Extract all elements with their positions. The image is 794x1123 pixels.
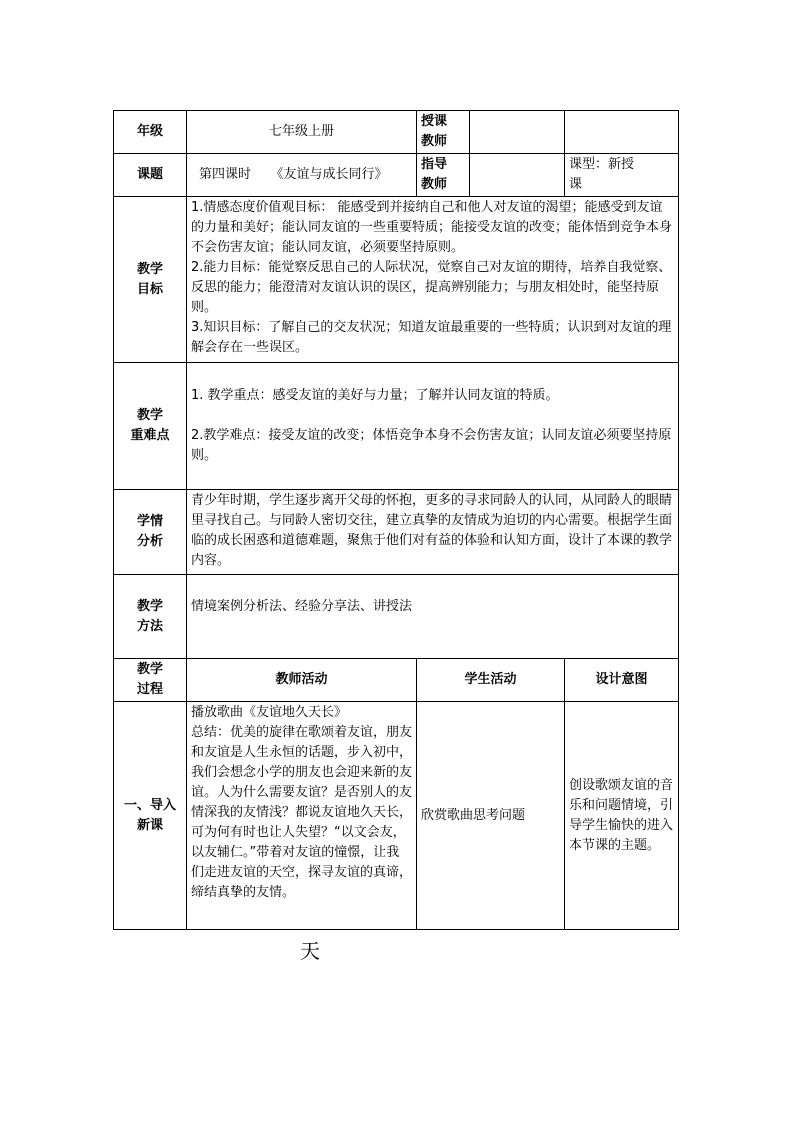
methods-label: 教学 方法 bbox=[114, 575, 187, 659]
grade-label: 年级 bbox=[114, 111, 187, 154]
guide-teacher-label: 指导 教师 bbox=[417, 154, 470, 197]
goal-emotion: 1.情感态度价值观目标： 能感受到并接纳自己和他人对友谊的渴望；能感受到友谊的力量和美好；能认同友谊的一些重要特质；能接受友谊的改变；能体悟到竞争本身不会伤害友谊；能认同友谊，必须要坚持原则。 bbox=[191, 200, 673, 255]
col-design-intent: 设计意图 bbox=[565, 659, 679, 702]
intro-student-activity: 欣赏歌曲思考问题 bbox=[417, 702, 565, 930]
grade-value: 七年级上册 bbox=[187, 111, 417, 154]
intro-label: 一、导入 新课 bbox=[114, 702, 187, 930]
goals-content bbox=[187, 197, 679, 363]
intro-song-title: 播放歌曲《友谊地久天长》 bbox=[191, 705, 348, 720]
intro-summary: 总结：优美的旋律在歌颂着友谊，朋友和友谊是人生永恒的话题，步入初中，我们会想念小学的朋友也会迎来新的友谊。人为什么需要友谊？是否别人的友情深我的友情浅？都说友谊地久天长，可为何有时也让人失望？“以文会友，以友辅仁。”带着对友谊的憧憬，让我们走进友谊的天空，探寻友谊的真谛，缔结真挚的友情。 bbox=[191, 725, 413, 900]
col-teacher-activity: 教师活动 bbox=[187, 659, 417, 702]
goals-label: 教学 目标 bbox=[114, 197, 187, 363]
intro-row bbox=[114, 702, 679, 930]
methods-content: 情境案例分析法、经验分享法、讲授法 bbox=[187, 575, 679, 659]
key-points-row bbox=[114, 363, 679, 490]
goal-knowledge: 3.知识目标：了解自己的交友状况；知道友谊最重要的一些特质；认识到对友谊的理解会存在一些误区。 bbox=[191, 320, 672, 355]
teacher-label: 授课 教师 bbox=[417, 111, 470, 154]
lesson-plan-table bbox=[113, 110, 679, 930]
col-student-activity: 学生活动 bbox=[417, 659, 565, 702]
header-row-grade bbox=[114, 111, 679, 154]
topic-value: 第四课时 《友谊与成长同行》 bbox=[187, 154, 417, 197]
process-header-row bbox=[114, 659, 679, 702]
key-points-label: 教学 重难点 bbox=[114, 363, 187, 490]
empty-cell bbox=[565, 111, 679, 154]
footer-character: 天 bbox=[300, 939, 320, 963]
goal-ability: 2.能力目标：能觉察反思自己的人际状况，觉察自己对友谊的期待，培养自我觉察、反思的能力；能澄清对友谊认识的误区，提高辨别能力；与朋友相处时，能坚持原则。 bbox=[191, 260, 672, 315]
header-row-topic bbox=[114, 154, 679, 197]
analysis-content: 青少年时期，学生逐步离开父母的怀抱，更多的寻求同龄人的认同，从同龄人的眼睛里寻找自己。与同龄人密切交往，建立真挚的友情成为迫切的内心需要。根据学生面临的成长困惑和道德难题，聚焦于他们对有益的体验和认知方面，设计了本课的教学内容。 bbox=[187, 490, 679, 575]
difficult-point: 2.教学难点：接受友谊的改变；体悟竞争本身不会伤害友谊；认同友谊必须要坚持原则。 bbox=[191, 428, 672, 463]
course-type: 课型：新授 课 bbox=[565, 154, 679, 197]
goals-row bbox=[114, 197, 679, 363]
analysis-row bbox=[114, 490, 679, 575]
process-label: 教学 过程 bbox=[114, 659, 187, 702]
key-point: 1. 教学重点：感受友谊的美好与力量；了解并认同友谊的特质。 bbox=[191, 388, 559, 403]
teacher-value bbox=[470, 111, 565, 154]
guide-teacher-value bbox=[470, 154, 565, 197]
methods-row bbox=[114, 575, 679, 659]
intro-teacher-activity bbox=[187, 702, 417, 930]
intro-design-intent: 创设歌颂友谊的音乐和问题情境，引导学生愉快的进入本节课的主题。 bbox=[565, 702, 679, 930]
topic-label: 课题 bbox=[114, 154, 187, 197]
analysis-label: 学情 分析 bbox=[114, 490, 187, 575]
key-points-content bbox=[187, 363, 679, 490]
